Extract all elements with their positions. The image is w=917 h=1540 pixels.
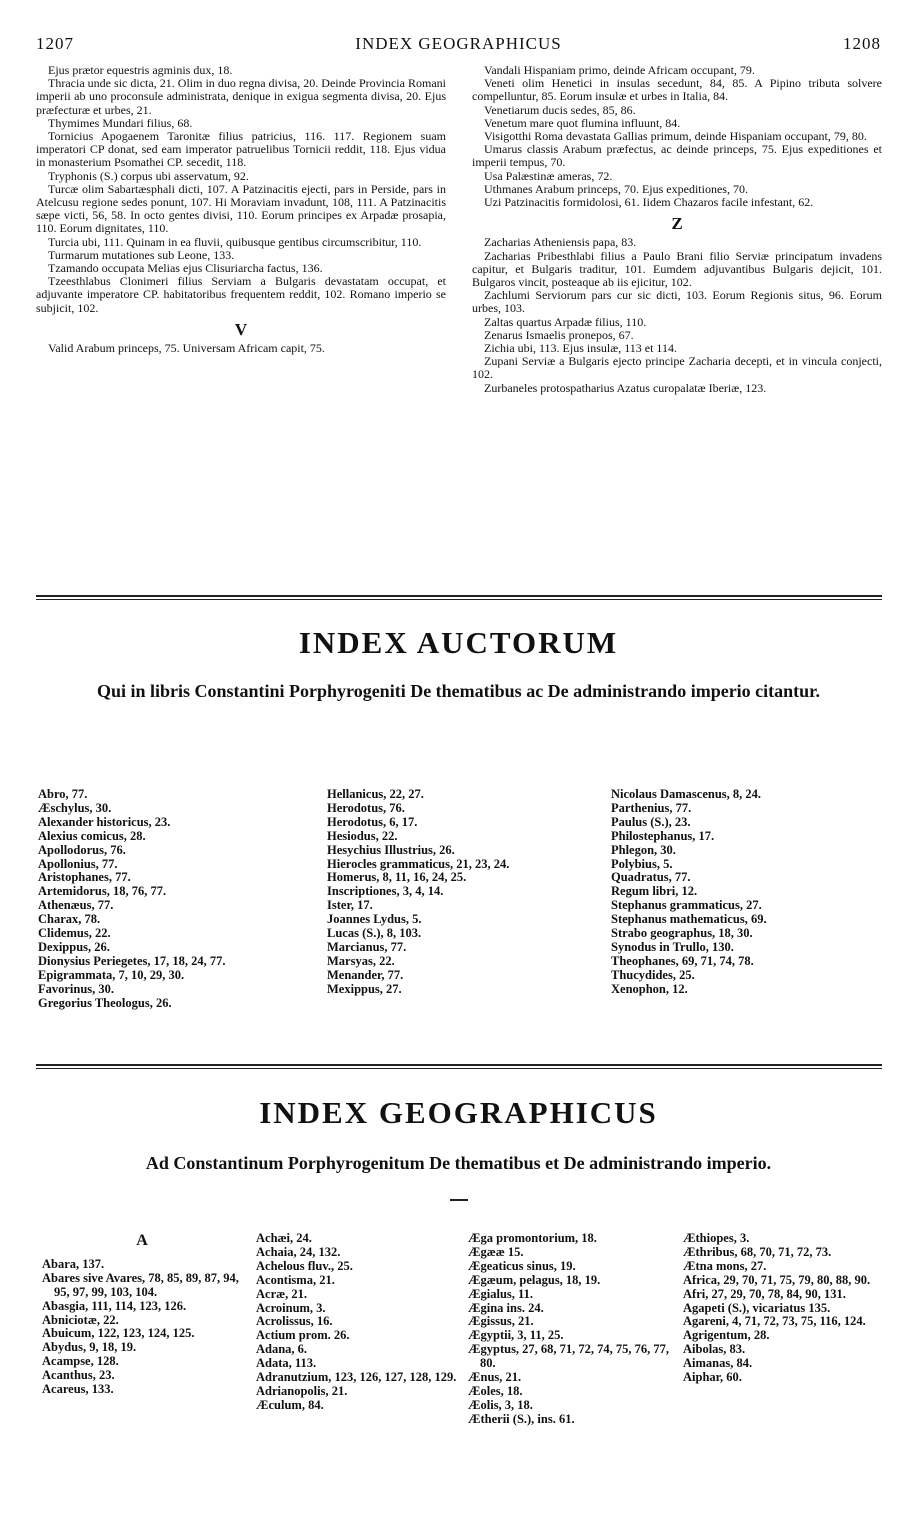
author-entry: Artemidorus, 18, 76, 77. <box>38 884 167 899</box>
right-column <box>472 64 882 395</box>
place-entry: Aiphar, 60. <box>683 1370 742 1385</box>
author-entry: Hierocles grammaticus, 21, 23, 24. <box>327 856 510 871</box>
index-entry: Turmarum mutationes sub Leone, 133. <box>48 247 235 262</box>
place-entry: Ænus, 21. <box>468 1370 522 1385</box>
place-entry: Acanthus, 23. <box>42 1368 115 1383</box>
auctorum-subtitle: Qui in libris Constantini Porphyrogeniti De thematibus ac De administrando imperio citantur. <box>96 681 821 701</box>
author-entry: Alexius comicus, 28. <box>38 828 146 843</box>
author-entry: Herodotus, 76. <box>327 800 405 815</box>
place-entry: Aimanas, 84. <box>683 1356 753 1371</box>
running-title: INDEX GEOGRAPHICUS <box>355 34 562 53</box>
place-entry: Ægyptus, 27, 68, 71, 72, 74, 75, 76, 77, 80. <box>468 1342 670 1371</box>
author-entry: Marcianus, 77. <box>327 939 407 954</box>
author-entry: Ister, 17. <box>327 898 373 913</box>
page-number-right: 1208 <box>843 34 881 53</box>
author-entry: Quadratus, 77. <box>611 870 691 885</box>
author-entry: Athenæus, 77. <box>38 898 114 913</box>
author-entry: Æschylus, 30. <box>38 800 112 815</box>
author-entry: Xenophon, 12. <box>611 981 688 996</box>
author-entry: Herodotus, 6, 17. <box>327 814 418 829</box>
authors-column-2 <box>327 788 509 997</box>
index-entry: Venetum mare quot flumina influunt, 84. <box>484 115 681 130</box>
author-entry: Gregorius Theologus, 26. <box>38 995 172 1010</box>
author-entry: Apollonius, 77. <box>38 856 118 871</box>
index-entry: Tzeesthlabus Clonimeri filius Serviam a Bulgaris devastatam occupat, et adjuvante imperatore CP. habitatoribus frequentem reddit, 102. Romano imperio se subjicit, 102. <box>36 274 446 315</box>
place-entry: Acareus, 133. <box>42 1382 114 1397</box>
place-entry: Adranutzium, 123, 126, 127, 128, 129. <box>256 1370 457 1385</box>
index-entry: Zurbaneles protospatharius Azatus curopalatæ Iberiæ, 123. <box>484 380 767 395</box>
author-entry: Hesiodus, 22. <box>327 828 398 843</box>
index-entry: Turcæ olim Sabartæsphali dicti, 107. A Patzinacitis ejecti, pars in Perside, pars in Atelcusu regione sedes ponunt, 107. Hi Moraviam invadunt, 108, 111. A Patzinacitis sæpe victi, 56, 58. In octo gentes divisi, 110. Eorum principes ex Arpadæ prosapia, 110. Eorum dignitates, 110. <box>36 181 446 236</box>
place-entry: Actium prom. 26. <box>256 1328 350 1343</box>
place-entry: Acrolissus, 16. <box>256 1314 333 1329</box>
author-entry: Hellanicus, 22, 27. <box>327 787 424 801</box>
author-entry: Aristophanes, 77. <box>38 870 131 885</box>
geographicus-title: INDEX GEOGRAPHICUS <box>259 1095 658 1130</box>
index-entry: Tryphonis (S.) corpus ubi asservatum, 92. <box>48 168 249 183</box>
author-entry: Marsyas, 22. <box>327 953 395 968</box>
index-entry: Turcia ubi, 111. Quinam in ea fluvii, quibusque gentibus circumscribitur, 110. <box>48 234 422 249</box>
index-entry: Uthmanes Arabum princeps, 70. Ejus expeditiones, 70. <box>484 181 748 196</box>
index-entry: Ejus prætor equestris agminis dux, 18. <box>48 63 233 77</box>
place-entry: Æthribus, 68, 70, 71, 72, 73. <box>683 1244 832 1259</box>
author-entry: Polybius, 5. <box>611 856 673 871</box>
author-entry: Phlegon, 30. <box>611 842 676 857</box>
index-entry: Zacharias Atheniensis papa, 83. <box>484 235 637 250</box>
place-entry: Ætherii (S.), ins. 61. <box>468 1411 575 1426</box>
place-entry: Abuicum, 122, 123, 124, 125. <box>42 1326 195 1341</box>
index-entry: Tornicius Apogaenem Taronitæ filius patricius, 116. 117. Regionem suam imperatori CP donat, sed eam imperator patruelibus Tornicii reddit, 118. Ejus vidua in monasterium Psomathei CP. secedit, 118. <box>36 129 446 170</box>
index-entry: Zacharias Pribesthlabi filius a Paulo Brani filio Serviæ principatum invadens capitur, et Bulgaris traditur, 101. Eumdem adjuvantibus Bulgaris dejicit, 101. Bulgaros vincit, posteaque ab iis ejicitur, 102. <box>472 248 882 290</box>
place-entry: Achelous fluv., 25. <box>256 1258 353 1273</box>
place-entry: Agareni, 4, 71, 72, 73, 75, 116, 124. <box>683 1314 866 1329</box>
author-entry: Dionysius Periegetes, 17, 18, 24, 77. <box>38 953 226 968</box>
author-entry: Stephanus mathematicus, 69. <box>611 912 767 927</box>
places-column-2 <box>256 1232 461 1413</box>
letter-heading: V <box>234 319 248 339</box>
place-entry: Abydus, 9, 18, 19. <box>42 1340 137 1355</box>
place-entry: Acræ, 21. <box>256 1286 308 1301</box>
index-entry: Umarus classis Arabum præfectus, ac deinde princeps, 75. Ejus expeditiones et imperii tempus, 70. <box>472 142 882 170</box>
authors-column-3 <box>611 788 767 997</box>
place-entry: Abares sive Avares, 78, 85, 89, 87, 94, 95, 97, 99, 103, 104. <box>42 1270 239 1299</box>
place-entry: Æculum, 84. <box>256 1397 324 1412</box>
auctorum-title: INDEX AUCTORUM <box>298 625 619 660</box>
place-entry: Adrianopolis, 21. <box>256 1383 348 1398</box>
section-divider <box>36 595 882 597</box>
place-entry: Acontisma, 21. <box>256 1272 335 1287</box>
place-entry: Ætna mons, 27. <box>683 1258 767 1273</box>
index-entry: Zichia ubi, 113. Ejus insulæ, 113 et 114. <box>484 341 677 356</box>
index-entry: Veneti olim Henetici in insulas secedunt, 84, 85. A Pipino tributa solvere compelluntur, 85. Eorum insulæ et urbes in Italia, 84. <box>472 76 882 104</box>
author-entry: Favorinus, 30. <box>38 981 115 996</box>
place-entry: Acroinum, 3. <box>256 1300 326 1315</box>
place-entry: Achæi, 24. <box>256 1231 312 1245</box>
place-entry: Agrigentum, 28. <box>683 1328 770 1343</box>
running-head <box>36 34 881 56</box>
geographicus-subtitle: Ad Constantinum Porphyrogenitum De thematibus et De administrando imperio. <box>145 1153 772 1173</box>
author-entry: Nicolaus Damascenus, 8, 24. <box>611 787 762 801</box>
author-entry: Epigrammata, 7, 10, 29, 30. <box>38 967 185 982</box>
place-entry: Adana, 6. <box>256 1342 308 1357</box>
place-entry: Acampse, 128. <box>42 1354 119 1369</box>
index-entry: Zenarus Ismaelis pronepos, 67. <box>484 327 634 342</box>
places-column-1 <box>42 1232 242 1397</box>
short-rule <box>450 1199 468 1201</box>
author-entry: Inscriptiones, 3, 4, 14. <box>327 884 444 899</box>
author-entry: Mexippus, 27. <box>327 981 402 996</box>
place-entry: Agapeti (S.), vicariatus 135. <box>683 1300 831 1315</box>
index-entry: Zaltas quartus Arpadæ filius, 110. <box>484 314 647 329</box>
place-entry: Abniciotæ, 22. <box>42 1312 119 1327</box>
place-entry: Ægæum, pelagus, 18, 19. <box>468 1272 601 1287</box>
index-entry: Visigotthi Roma devastata Gallias primum, deinde Hispaniam occupant, 79, 80. <box>484 129 867 144</box>
index-entry: Zachlumi Serviorum pars cur sic dicti, 103. Eorum Regionis situs, 96. Eorum urbes, 103. <box>472 288 882 316</box>
author-entry: Abro, 77. <box>38 787 88 801</box>
places-column-3 <box>468 1232 673 1427</box>
author-entry: Philostephanus, 17. <box>611 828 715 843</box>
author-entry: Parthenius, 77. <box>611 800 692 815</box>
index-entry: Valid Arabum princeps, 75. Universam Africam capit, 75. <box>48 341 325 356</box>
index-entry: Tzamando occupata Melias ejus Clisuriarcha factus, 136. <box>48 261 323 276</box>
index-entry: Vandali Hispaniam primo, deinde Africam occupant, 79. <box>484 63 755 77</box>
place-entry: Æoles, 18. <box>468 1383 523 1398</box>
place-entry: Abara, 137. <box>42 1256 105 1271</box>
place-entry: Æolis, 3, 18. <box>468 1397 533 1412</box>
author-entry: Alexander historicus, 23. <box>38 814 171 829</box>
place-entry: Ægææ 15. <box>468 1244 524 1259</box>
author-entry: Strabo geographus, 18, 30. <box>611 926 753 941</box>
place-entry: Æga promontorium, 18. <box>468 1231 597 1245</box>
index-entry: Thracia unde sic dicta, 21. Olim in duo regna divisa, 20. Deinde Provincia Romani imperii ab uno proconsule administrata, denique in exigua segmenta divisa, 20. Ejus præfecturæ et urbes, 21. <box>36 76 446 117</box>
author-entry: Clidemus, 22. <box>38 926 111 941</box>
author-entry: Paulus (S.), 23. <box>611 814 691 829</box>
author-entry: Joannes Lydus, 5. <box>327 912 422 927</box>
letter-heading: A <box>136 1232 148 1249</box>
place-entry: Ægyptii, 3, 11, 25. <box>468 1328 564 1343</box>
place-entry: Achaia, 24, 132. <box>256 1244 341 1259</box>
place-entry: Ægialus, 11. <box>468 1286 533 1301</box>
author-entry: Thucydides, 25. <box>611 967 695 982</box>
author-entry: Apollodorus, 76. <box>38 842 126 857</box>
place-entry: Abasgia, 111, 114, 123, 126. <box>42 1298 187 1313</box>
places-column-4 <box>683 1232 883 1385</box>
author-entry: Menander, 77. <box>327 967 404 982</box>
author-entry: Charax, 78. <box>38 912 101 927</box>
author-entry: Lucas (S.), 8, 103. <box>327 926 422 941</box>
index-entry: Venetiarum ducis sedes, 85, 86. <box>484 102 636 117</box>
author-entry: Homerus, 8, 11, 16, 24, 25. <box>327 870 467 885</box>
letter-heading: Z <box>671 214 683 234</box>
author-entry: Synodus in Trullo, 130. <box>611 939 734 954</box>
place-entry: Ægissus, 21. <box>468 1314 534 1329</box>
page-number-left: 1207 <box>36 34 74 53</box>
index-entry: Usa Palæstinæ ameras, 72. <box>484 168 613 183</box>
section-divider <box>36 1064 882 1066</box>
index-entry: Uzi Patzinacitis formidolosi, 61. Iidem Chazaros facile infestant, 62. <box>484 195 814 210</box>
place-entry: Æthiopes, 3. <box>683 1231 750 1245</box>
author-entry: Dexippus, 26. <box>38 939 110 954</box>
author-entry: Theophanes, 69, 71, 74, 78. <box>611 953 754 968</box>
authors-column-1 <box>38 788 225 1011</box>
index-continuation <box>36 64 882 564</box>
index-entry: Zupani Serviæ a Bulgaris ejecto principe Zacharia decepti, et in vincula conjecti, 102. <box>472 354 882 382</box>
place-entry: Ægeaticus sinus, 19. <box>468 1258 576 1273</box>
author-entry: Hesychius Illustrius, 26. <box>327 842 455 857</box>
left-column <box>36 64 446 355</box>
author-entry: Regum libri, 12. <box>611 884 698 899</box>
place-entry: Ægina ins. 24. <box>468 1300 544 1315</box>
place-entry: Aibolas, 83. <box>683 1342 746 1357</box>
place-entry: Adata, 113. <box>256 1356 317 1371</box>
place-entry: Africa, 29, 70, 71, 75, 79, 80, 88, 90. <box>683 1272 871 1287</box>
author-entry: Stephanus grammaticus, 27. <box>611 898 762 913</box>
place-entry: Afri, 27, 29, 70, 78, 84, 90, 131. <box>683 1286 846 1301</box>
index-entry: Thymimes Mundari filius, 68. <box>48 115 193 130</box>
